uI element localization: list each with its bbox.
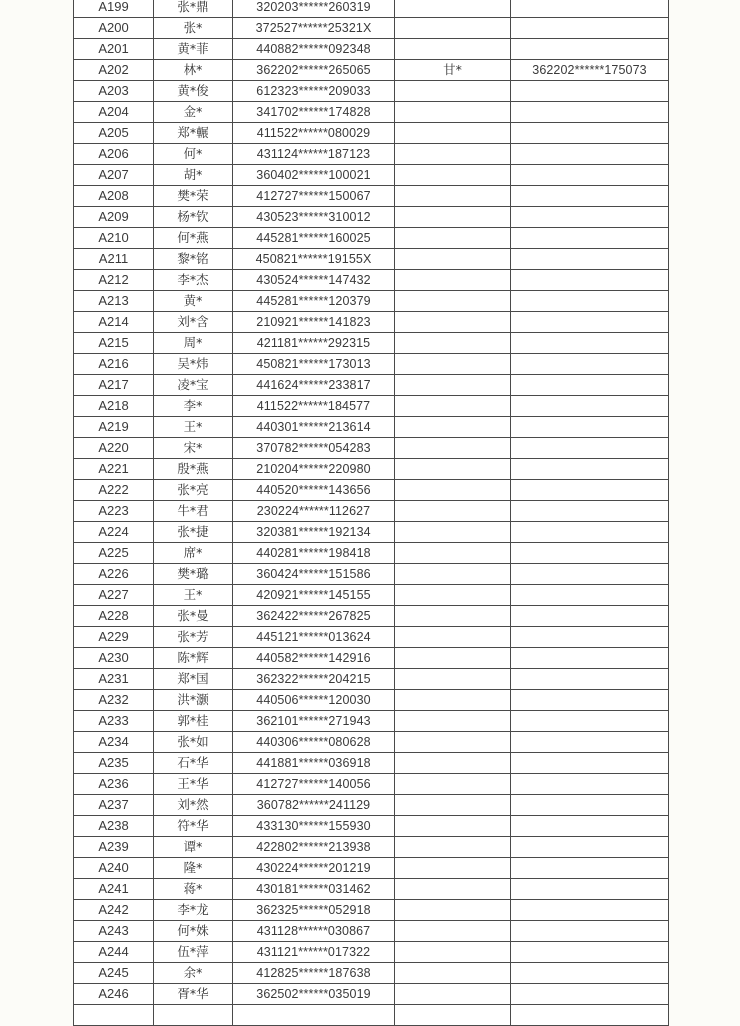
applicant-id-cell: 445281******160025 <box>233 228 395 249</box>
serial-code-cell: A203 <box>74 81 154 102</box>
spouse-id-cell: 362202******175073 <box>511 60 669 81</box>
spouse-id-cell <box>511 417 669 438</box>
spouse-name-cell <box>395 921 511 942</box>
applicant-id-cell: 440301******213614 <box>233 417 395 438</box>
serial-code-cell: A235 <box>74 753 154 774</box>
serial-code-cell: A242 <box>74 900 154 921</box>
applicant-id-cell: 431121******017322 <box>233 942 395 963</box>
table-row <box>74 249 669 270</box>
spouse-name-cell <box>395 417 511 438</box>
spouse-id-cell <box>511 102 669 123</box>
spouse-id-cell <box>511 1005 669 1026</box>
applicant-name-cell: 张*亮 <box>154 480 233 501</box>
table-row <box>74 123 669 144</box>
applicant-id-cell: 360782******241129 <box>233 795 395 816</box>
applicant-name-cell: 郑*輾 <box>154 123 233 144</box>
table-row <box>74 1005 669 1026</box>
table-row <box>74 984 669 1005</box>
spouse-name-cell <box>395 144 511 165</box>
spouse-id-cell <box>511 837 669 858</box>
table-row <box>74 963 669 984</box>
spouse-name-cell <box>395 648 511 669</box>
applicant-id-cell: 440281******198418 <box>233 543 395 564</box>
spouse-name-cell <box>395 984 511 1005</box>
spouse-name-cell <box>395 543 511 564</box>
spouse-id-cell <box>511 627 669 648</box>
spouse-name-cell <box>395 165 511 186</box>
serial-code-cell: A233 <box>74 711 154 732</box>
applicant-name-cell: 陈*辉 <box>154 648 233 669</box>
spouse-id-cell <box>511 543 669 564</box>
applicant-name-cell: 王*华 <box>154 774 233 795</box>
spouse-id-cell <box>511 165 669 186</box>
spouse-id-cell <box>511 984 669 1005</box>
serial-code-cell: A239 <box>74 837 154 858</box>
spouse-id-cell <box>511 669 669 690</box>
serial-code-cell: A213 <box>74 291 154 312</box>
spouse-id-cell <box>511 249 669 270</box>
table-row <box>74 669 669 690</box>
table-row <box>74 207 669 228</box>
table-row <box>74 60 669 81</box>
table-row <box>74 858 669 879</box>
spouse-id-cell <box>511 186 669 207</box>
spouse-id-cell <box>511 753 669 774</box>
table-row <box>74 186 669 207</box>
applicant-id-cell: 420921******145155 <box>233 585 395 606</box>
spouse-name-cell <box>395 228 511 249</box>
table-row <box>74 648 669 669</box>
applicant-id-cell: 440506******120030 <box>233 690 395 711</box>
table-row <box>74 879 669 900</box>
applicant-name-cell: 王* <box>154 585 233 606</box>
spouse-name-cell <box>395 333 511 354</box>
spouse-name-cell <box>395 102 511 123</box>
table-row <box>74 501 669 522</box>
spouse-id-cell <box>511 564 669 585</box>
applicant-name-cell: 王* <box>154 417 233 438</box>
applicant-id-cell: 430181******031462 <box>233 879 395 900</box>
table-row <box>74 228 669 249</box>
spouse-name-cell <box>395 18 511 39</box>
serial-code-cell: A238 <box>74 816 154 837</box>
spouse-name-cell <box>395 690 511 711</box>
applicant-id-cell: 431124******187123 <box>233 144 395 165</box>
applicant-name-cell: 樊*荣 <box>154 186 233 207</box>
applicant-name-cell: 李*杰 <box>154 270 233 291</box>
applicant-id-cell: 230224******112627 <box>233 501 395 522</box>
serial-code-cell: A221 <box>74 459 154 480</box>
table-row <box>74 291 669 312</box>
serial-code-cell: A211 <box>74 249 154 270</box>
applicant-id-cell: 362502******035019 <box>233 984 395 1005</box>
applicant-name-cell: 杨*钦 <box>154 207 233 228</box>
spouse-name-cell <box>395 39 511 60</box>
spouse-name-cell <box>395 753 511 774</box>
table-row <box>74 627 669 648</box>
applicant-id-cell <box>233 1005 395 1026</box>
spouse-name-cell <box>395 879 511 900</box>
applicant-name-cell: 张*鼎 <box>154 0 233 18</box>
applicant-name-cell: 席* <box>154 543 233 564</box>
spouse-id-cell <box>511 963 669 984</box>
spouse-id-cell <box>511 921 669 942</box>
applicant-id-cell: 320381******192134 <box>233 522 395 543</box>
applicant-name-cell: 吴*炜 <box>154 354 233 375</box>
table-row <box>74 585 669 606</box>
table-row <box>74 837 669 858</box>
spouse-id-cell <box>511 291 669 312</box>
serial-code-cell: A227 <box>74 585 154 606</box>
spouse-id-cell <box>511 81 669 102</box>
table-row <box>74 480 669 501</box>
spouse-name-cell <box>395 564 511 585</box>
applicant-id-cell: 440520******143656 <box>233 480 395 501</box>
applicant-name-cell: 石*华 <box>154 753 233 774</box>
spouse-name-cell <box>395 963 511 984</box>
applicant-name-cell: 胡* <box>154 165 233 186</box>
spouse-id-cell <box>511 312 669 333</box>
applicant-name-cell: 何*姝 <box>154 921 233 942</box>
table-row <box>74 900 669 921</box>
applicant-name-cell: 林* <box>154 60 233 81</box>
table-row <box>74 102 669 123</box>
table-row <box>74 690 669 711</box>
spouse-id-cell <box>511 816 669 837</box>
table-row <box>74 942 669 963</box>
table-row <box>74 81 669 102</box>
applicant-name-cell: 张*曼 <box>154 606 233 627</box>
applicant-name-cell: 蒋* <box>154 879 233 900</box>
spouse-id-cell <box>511 354 669 375</box>
applicant-id-cell: 430524******147432 <box>233 270 395 291</box>
serial-code-cell: A202 <box>74 60 154 81</box>
table-row <box>74 39 669 60</box>
spouse-id-cell <box>511 270 669 291</box>
spouse-name-cell <box>395 816 511 837</box>
applicant-id-cell: 612323******209033 <box>233 81 395 102</box>
spouse-name-cell <box>395 522 511 543</box>
table-row <box>74 270 669 291</box>
applicant-name-cell: 殷*燕 <box>154 459 233 480</box>
spouse-name-cell <box>395 291 511 312</box>
spouse-name-cell <box>395 480 511 501</box>
table-row <box>74 774 669 795</box>
applicant-name-cell: 宋* <box>154 438 233 459</box>
spouse-id-cell <box>511 0 669 18</box>
applicant-id-cell: 210204******220980 <box>233 459 395 480</box>
serial-code-cell: A230 <box>74 648 154 669</box>
table-row <box>74 711 669 732</box>
table-row <box>74 438 669 459</box>
applicant-name-cell: 樊*璐 <box>154 564 233 585</box>
spouse-name-cell <box>395 585 511 606</box>
table-row <box>74 165 669 186</box>
applicant-name-cell: 黎*铭 <box>154 249 233 270</box>
applicant-name-cell: 凌*宝 <box>154 375 233 396</box>
applicant-id-cell: 372527******25321X <box>233 18 395 39</box>
serial-code-cell: A246 <box>74 984 154 1005</box>
serial-code-cell: A222 <box>74 480 154 501</box>
spouse-id-cell <box>511 39 669 60</box>
spouse-name-cell <box>395 837 511 858</box>
table-row <box>74 18 669 39</box>
applicant-name-cell: 余* <box>154 963 233 984</box>
spouse-id-cell <box>511 18 669 39</box>
serial-code-cell: A215 <box>74 333 154 354</box>
applicant-name-cell: 刘*含 <box>154 312 233 333</box>
applicant-name-cell <box>154 1005 233 1026</box>
spouse-name-cell <box>395 942 511 963</box>
spouse-id-cell <box>511 858 669 879</box>
applicant-name-cell: 符*华 <box>154 816 233 837</box>
applicant-id-cell: 441624******233817 <box>233 375 395 396</box>
serial-code-cell: A201 <box>74 39 154 60</box>
applicant-id-cell: 341702******174828 <box>233 102 395 123</box>
table-row <box>74 312 669 333</box>
spouse-name-cell <box>395 711 511 732</box>
applicant-id-cell: 360424******151586 <box>233 564 395 585</box>
spouse-id-cell <box>511 648 669 669</box>
table-row <box>74 375 669 396</box>
applicant-id-cell: 411522******184577 <box>233 396 395 417</box>
serial-code-cell: A207 <box>74 165 154 186</box>
serial-code-cell: A245 <box>74 963 154 984</box>
serial-code-cell: A241 <box>74 879 154 900</box>
applicant-id-cell: 440306******080628 <box>233 732 395 753</box>
serial-code-cell: A240 <box>74 858 154 879</box>
applicant-id-cell: 210921******141823 <box>233 312 395 333</box>
serial-code-cell: A216 <box>74 354 154 375</box>
table-row <box>74 795 669 816</box>
spouse-id-cell <box>511 732 669 753</box>
spouse-name-cell <box>395 270 511 291</box>
applicant-id-cell: 362422******267825 <box>233 606 395 627</box>
spouse-id-cell <box>511 522 669 543</box>
applicant-name-cell: 黄* <box>154 291 233 312</box>
serial-code-cell: A209 <box>74 207 154 228</box>
applicant-table <box>73 0 669 1026</box>
serial-code-cell: A226 <box>74 564 154 585</box>
applicant-name-cell: 隆* <box>154 858 233 879</box>
serial-code-cell: A220 <box>74 438 154 459</box>
applicant-id-cell: 445121******013624 <box>233 627 395 648</box>
applicant-name-cell: 张*捷 <box>154 522 233 543</box>
applicant-name-cell: 张*芳 <box>154 627 233 648</box>
serial-code-cell: A225 <box>74 543 154 564</box>
table-row <box>74 396 669 417</box>
spouse-id-cell <box>511 333 669 354</box>
serial-code-cell: A231 <box>74 669 154 690</box>
spouse-id-cell <box>511 144 669 165</box>
applicant-name-cell: 郭*桂 <box>154 711 233 732</box>
serial-code-cell: A206 <box>74 144 154 165</box>
spouse-name-cell <box>395 81 511 102</box>
table-row <box>74 144 669 165</box>
applicant-name-cell: 李* <box>154 396 233 417</box>
serial-code-cell: A218 <box>74 396 154 417</box>
serial-code-cell: A212 <box>74 270 154 291</box>
serial-code-cell: A236 <box>74 774 154 795</box>
serial-code-cell: A234 <box>74 732 154 753</box>
applicant-id-cell: 370782******054283 <box>233 438 395 459</box>
spouse-id-cell <box>511 795 669 816</box>
spouse-name-cell: 甘* <box>395 60 511 81</box>
applicant-id-cell: 422802******213938 <box>233 837 395 858</box>
spouse-name-cell <box>395 375 511 396</box>
spouse-id-cell <box>511 228 669 249</box>
spouse-id-cell <box>511 942 669 963</box>
spouse-id-cell <box>511 585 669 606</box>
spouse-id-cell <box>511 711 669 732</box>
applicant-name-cell: 郑*国 <box>154 669 233 690</box>
table-row <box>74 333 669 354</box>
table-row <box>74 354 669 375</box>
spouse-id-cell <box>511 774 669 795</box>
applicant-name-cell: 刘*然 <box>154 795 233 816</box>
applicant-id-cell: 440882******092348 <box>233 39 395 60</box>
table-row <box>74 732 669 753</box>
spouse-name-cell <box>395 354 511 375</box>
serial-code-cell: A232 <box>74 690 154 711</box>
table-row <box>74 522 669 543</box>
serial-code-cell: A204 <box>74 102 154 123</box>
applicant-name-cell: 李*龙 <box>154 900 233 921</box>
spouse-id-cell <box>511 438 669 459</box>
applicant-id-cell: 440582******142916 <box>233 648 395 669</box>
serial-code-cell: A219 <box>74 417 154 438</box>
applicant-id-cell: 362322******204215 <box>233 669 395 690</box>
applicant-id-cell: 411522******080029 <box>233 123 395 144</box>
table-row <box>74 816 669 837</box>
spouse-id-cell <box>511 879 669 900</box>
table-row <box>74 564 669 585</box>
spouse-id-cell <box>511 900 669 921</box>
spouse-name-cell <box>395 312 511 333</box>
applicant-name-cell: 周* <box>154 333 233 354</box>
spouse-id-cell <box>511 375 669 396</box>
spouse-name-cell <box>395 207 511 228</box>
serial-code-cell: A229 <box>74 627 154 648</box>
applicant-id-cell: 430224******201219 <box>233 858 395 879</box>
applicant-id-cell: 360402******100021 <box>233 165 395 186</box>
spouse-name-cell <box>395 396 511 417</box>
table-row <box>74 543 669 564</box>
applicant-id-cell: 320203******260319 <box>233 0 395 18</box>
table-row <box>74 0 669 18</box>
serial-code-cell: A223 <box>74 501 154 522</box>
applicant-name-cell: 谭* <box>154 837 233 858</box>
spouse-name-cell <box>395 627 511 648</box>
applicant-name-cell: 伍*萍 <box>154 942 233 963</box>
applicant-id-cell: 450821******19155X <box>233 249 395 270</box>
spouse-name-cell <box>395 0 511 18</box>
spouse-id-cell <box>511 690 669 711</box>
spouse-name-cell <box>395 501 511 522</box>
applicant-name-cell: 金* <box>154 102 233 123</box>
applicant-id-cell: 430523******310012 <box>233 207 395 228</box>
spouse-name-cell <box>395 186 511 207</box>
spouse-id-cell <box>511 123 669 144</box>
serial-code-cell: A243 <box>74 921 154 942</box>
serial-code-cell: A208 <box>74 186 154 207</box>
serial-code-cell: A244 <box>74 942 154 963</box>
table-row <box>74 921 669 942</box>
applicant-id-cell: 433130******155930 <box>233 816 395 837</box>
serial-code-cell: A214 <box>74 312 154 333</box>
spouse-id-cell <box>511 606 669 627</box>
applicant-id-cell: 362325******052918 <box>233 900 395 921</box>
applicant-id-cell: 441881******036918 <box>233 753 395 774</box>
applicant-name-cell: 胥*华 <box>154 984 233 1005</box>
spouse-name-cell <box>395 249 511 270</box>
spouse-name-cell <box>395 438 511 459</box>
applicant-id-cell: 362202******265065 <box>233 60 395 81</box>
table-row <box>74 459 669 480</box>
applicant-name-cell: 洪*灏 <box>154 690 233 711</box>
applicant-id-cell: 412727******150067 <box>233 186 395 207</box>
serial-code-cell: A217 <box>74 375 154 396</box>
serial-code-cell: A199 <box>74 0 154 18</box>
spouse-name-cell <box>395 795 511 816</box>
applicant-name-cell: 牛*君 <box>154 501 233 522</box>
applicant-name-cell: 黄*俊 <box>154 81 233 102</box>
applicant-id-cell: 445281******120379 <box>233 291 395 312</box>
applicant-id-cell: 421181******292315 <box>233 333 395 354</box>
spouse-id-cell <box>511 207 669 228</box>
applicant-id-cell: 431128******030867 <box>233 921 395 942</box>
applicant-name-cell: 黄*菲 <box>154 39 233 60</box>
serial-code-cell: A237 <box>74 795 154 816</box>
spouse-name-cell <box>395 900 511 921</box>
applicant-name-cell: 张* <box>154 18 233 39</box>
spouse-name-cell <box>395 459 511 480</box>
applicant-name-cell: 何* <box>154 144 233 165</box>
spouse-name-cell <box>395 1005 511 1026</box>
serial-code-cell: A210 <box>74 228 154 249</box>
spouse-id-cell <box>511 396 669 417</box>
table-row <box>74 606 669 627</box>
spouse-id-cell <box>511 459 669 480</box>
table-row <box>74 753 669 774</box>
spouse-name-cell <box>395 774 511 795</box>
table-body <box>74 0 669 1026</box>
spouse-id-cell <box>511 480 669 501</box>
spouse-name-cell <box>395 123 511 144</box>
table-row <box>74 417 669 438</box>
spouse-id-cell <box>511 501 669 522</box>
applicant-name-cell: 张*如 <box>154 732 233 753</box>
applicant-name-cell: 何*燕 <box>154 228 233 249</box>
serial-code-cell: A228 <box>74 606 154 627</box>
applicant-id-cell: 412825******187638 <box>233 963 395 984</box>
spouse-name-cell <box>395 858 511 879</box>
serial-code-cell <box>74 1005 154 1026</box>
spouse-name-cell <box>395 732 511 753</box>
serial-code-cell: A205 <box>74 123 154 144</box>
applicant-id-cell: 412727******140056 <box>233 774 395 795</box>
serial-code-cell: A224 <box>74 522 154 543</box>
applicant-id-cell: 362101******271943 <box>233 711 395 732</box>
applicant-id-cell: 450821******173013 <box>233 354 395 375</box>
spouse-name-cell <box>395 669 511 690</box>
serial-code-cell: A200 <box>74 18 154 39</box>
spouse-name-cell <box>395 606 511 627</box>
